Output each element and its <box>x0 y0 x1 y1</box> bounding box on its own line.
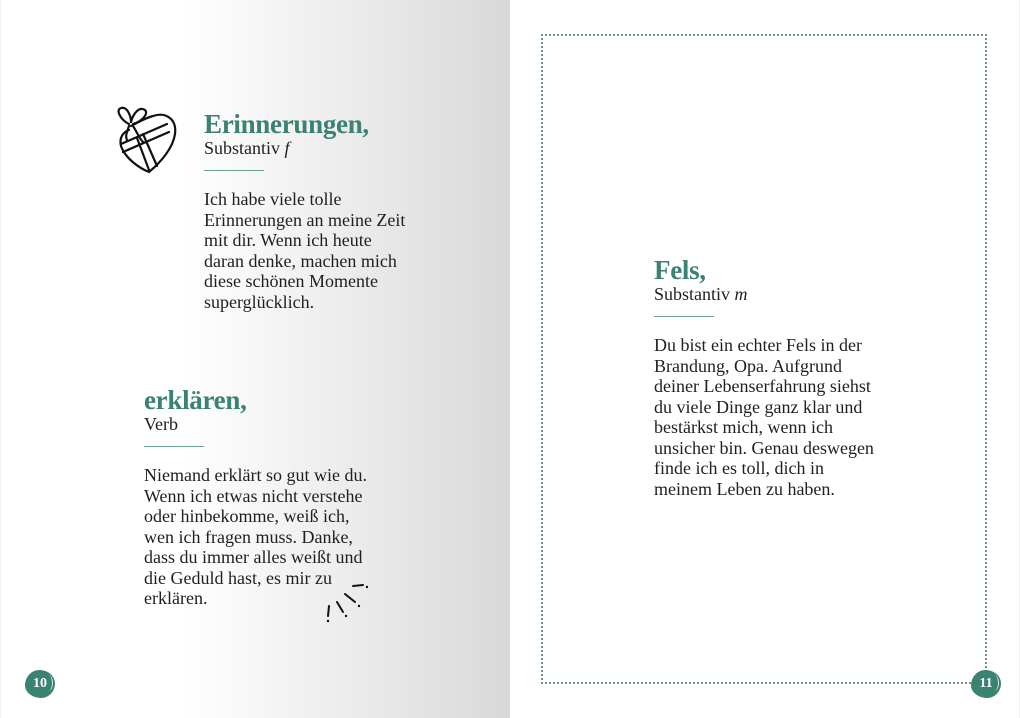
entry-definition: Ich habe viele tolle Erinnerungen an meine Zeit mit dir. Wenn ich heute daran denke, machen mich diese schönen Momente superglücklich. <box>204 189 406 312</box>
entry-fels <box>654 256 874 499</box>
swirl-decoration <box>990 675 999 691</box>
divider <box>144 446 204 447</box>
entry-term: Fels, <box>654 255 706 285</box>
entry-term: erklären, <box>144 385 247 415</box>
entry-erinnerungen <box>204 110 405 312</box>
swirl-decoration <box>44 675 53 691</box>
right-page <box>510 0 1020 718</box>
entry-gender: f <box>284 138 290 158</box>
sparkle-strokes-icon <box>321 582 373 624</box>
entry-definition: Niemand erklärt so gut wie du. Wenn ich etwas nicht verstehe oder hinbekomme, weiß ich, wen ich fragen muss. Danke, dass du immer alles weißt und die Geduld hast, es mir zu erklären. <box>144 465 367 608</box>
entry-erklaeren <box>144 386 367 609</box>
divider <box>654 316 714 317</box>
entry-term: Erinnerungen, <box>204 109 369 139</box>
page-number-left: 10 <box>25 670 55 698</box>
entry-gender: m <box>734 284 748 304</box>
page-number-right: 11 <box>971 670 1001 698</box>
heart-with-bow-icon <box>109 104 181 176</box>
entry-part-of-speech: Substantiv f <box>204 138 290 158</box>
entry-part-of-speech: Verb <box>144 414 178 434</box>
divider <box>204 170 264 171</box>
entry-definition: Du bist ein echter Fels in der Brandung, Opa. Aufgrund deiner Lebenserfahrung siehst du viele Dinge ganz klar und bestärkst mich, wenn ich unsicher bin. Genau deswegen finde ich es toll, dich in meinem Leben zu haben. <box>654 335 874 499</box>
entry-part-of-speech: Substantiv m <box>654 284 748 304</box>
